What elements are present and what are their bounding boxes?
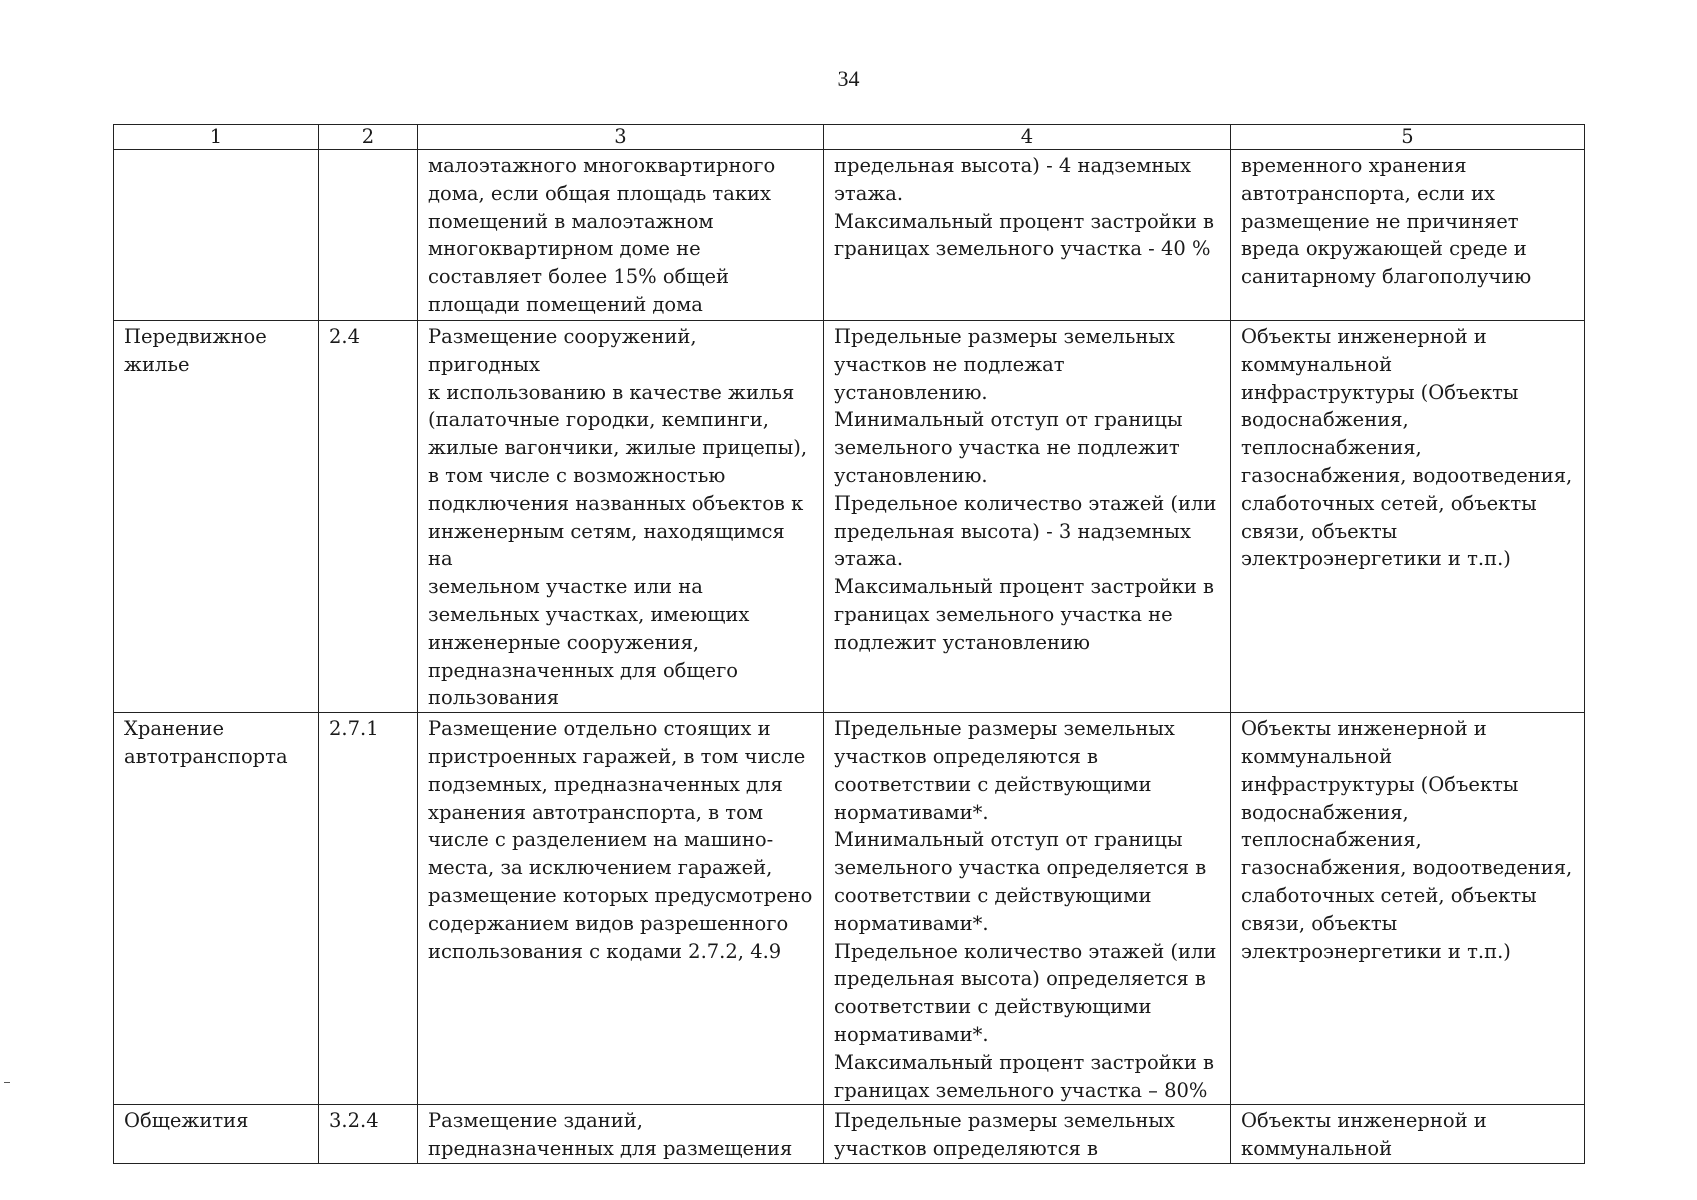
cell-use-name (114, 150, 319, 321)
cell-use-name (114, 1105, 319, 1164)
build-parameters-text: Предельные размеры земельных участков определяются в (834, 1109, 1175, 1161)
table-row-mobile-housing (114, 321, 1585, 713)
build-parameters-text: предельная высота) - 4 надземных этажа. Максимальный процент застройки в границах земельного участка - 40 % (834, 154, 1215, 261)
cell-build-parameters (824, 150, 1231, 321)
column-header-4: 4 (824, 125, 1231, 150)
auxiliary-uses-text: Объекты инженерной и коммунальной (1241, 1109, 1487, 1161)
use-code-text: 3.2.4 (329, 1109, 379, 1133)
table-row-continued (114, 150, 1585, 321)
use-description-text: малоэтажного многоквартирного дома, если общая площадь таких помещений в малоэтажном многоквартирном доме не составляет более 15% общей площади помещений дома (428, 154, 776, 316)
cell-use-code (319, 1105, 418, 1164)
use-name-text: Передвижное жилье (124, 325, 267, 376)
cell-use-description (418, 1105, 824, 1164)
column-header-3: 3 (418, 125, 824, 150)
auxiliary-uses-text: временного хранения автотранспорта, если их размещение не причиняет вреда окружающей среде и санитарному благополучию (1241, 154, 1532, 289)
use-description-text: Размещение сооружений, пригодных к использованию в качестве жилья (палаточные городки, кемпинги, жилые вагончики, жилые прицепы), в том числе с возможностью подключения названных объектов к инженерным сетям, находящимся на земельном участке или на земельных участках, имеющих инженерные сооружения, предназначенных для общего пользования (428, 325, 808, 710)
cell-use-name (114, 321, 319, 713)
auxiliary-uses-text: Объекты инженерной и коммунальной инфраструктуры (Объекты водоснабжения, теплоснабжения, газоснабжения, водоотведения, слаботочных сетей, объекты связи, объекты электроэнергетики и т.п.) (1241, 717, 1573, 963)
cell-use-code (319, 713, 418, 1105)
cell-use-description (418, 321, 824, 713)
build-parameters-text: Предельные размеры земельных участков не подлежат установлению. Минимальный отступ от границы земельного участка не подлежит установлению. Предельное количество этажей (или предельная высота) - 3 надземных этажа. Максимальный процент застройки в границах земельного участка не подлежит установлению (834, 325, 1217, 654)
table-header (114, 125, 1585, 150)
use-name-text: Общежития (124, 1109, 249, 1133)
table-body (114, 150, 1585, 1164)
cell-use-name (114, 713, 319, 1105)
table-row-dormitories (114, 1105, 1585, 1164)
cell-use-code (319, 150, 418, 321)
use-description-text: Размещение зданий, предназначенных для размещения (428, 1109, 793, 1161)
cell-auxiliary-uses (1231, 321, 1585, 713)
cell-auxiliary-uses (1231, 150, 1585, 321)
cell-use-code (319, 321, 418, 713)
scan-edge-mark (4, 1082, 10, 1083)
column-header-5: 5 (1231, 125, 1585, 150)
use-code-text: 2.4 (329, 325, 361, 348)
cell-build-parameters (824, 1105, 1231, 1164)
cell-auxiliary-uses (1231, 713, 1585, 1105)
cell-build-parameters (824, 321, 1231, 713)
cell-build-parameters (824, 713, 1231, 1105)
cell-use-description (418, 713, 824, 1105)
cell-auxiliary-uses (1231, 1105, 1585, 1164)
zoning-regulations-table (113, 124, 1585, 1164)
build-parameters-text: Предельные размеры земельных участков определяются в соответствии с действующими нормативами*. Минимальный отступ от границы земельного участка определяется в соответствии с действующими нормативами*. Предельное количество этажей (или предельная высота) определяется в соответствии с действующими нормативами*. Максимальный процент застройки в границах земельного участка – 80% (834, 717, 1217, 1102)
column-header-1: 1 (114, 125, 319, 150)
page-number: 34 (837, 66, 860, 91)
column-header-2: 2 (319, 125, 418, 150)
auxiliary-uses-text: Объекты инженерной и коммунальной инфраструктуры (Объекты водоснабжения, теплоснабжения, газоснабжения, водоотведения, слаботочных сетей, объекты связи, объекты электроэнергетики и т.п.) (1241, 325, 1573, 571)
use-description-text: Размещение отдельно стоящих и пристроенных гаражей, в том числе подземных, предназначенных для хранения автотранспорта, в том числе с разделением на машино- места, за исключением гаражей, размещение которых предусмотрено содержанием видов разрешенного использования с кодами 2.7.2, 4.9 (428, 717, 813, 963)
table-row-vehicle-storage (114, 713, 1585, 1105)
use-code-text: 2.7.1 (329, 717, 379, 741)
header-row (114, 125, 1585, 150)
cell-use-description (418, 150, 824, 321)
use-name-text: Хранение автотранспорта (124, 717, 288, 768)
